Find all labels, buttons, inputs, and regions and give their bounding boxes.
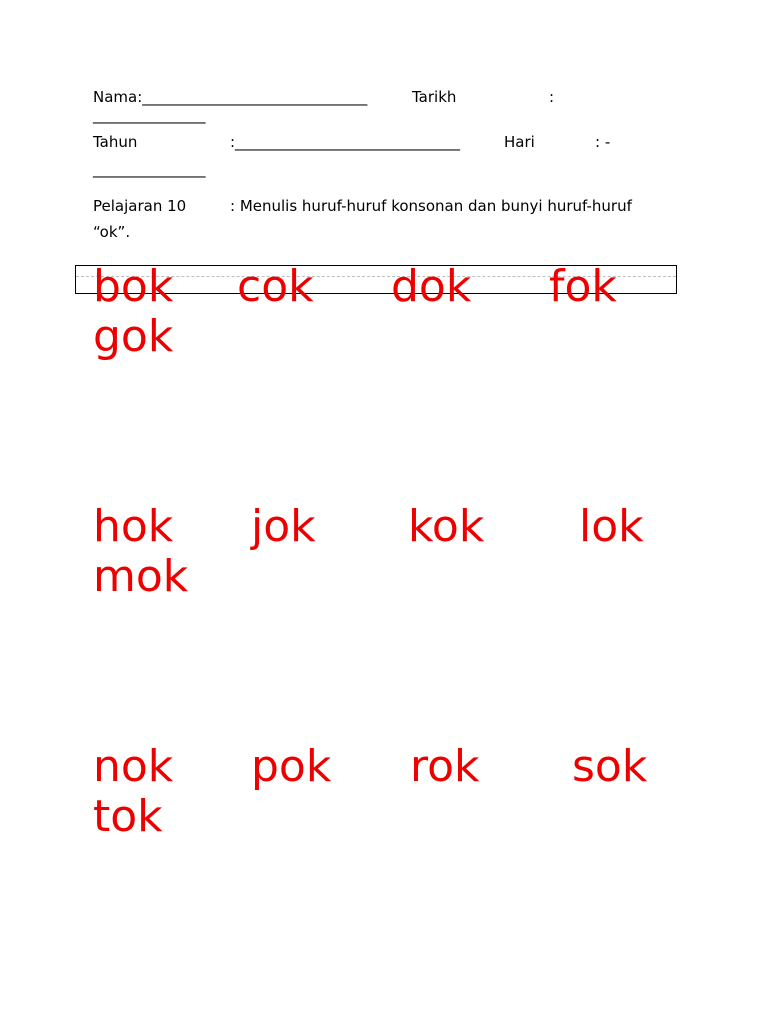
word-lok: lok: [579, 501, 644, 552]
tarikh-label: Tarikh: [412, 88, 457, 106]
word-mok: mok: [93, 551, 189, 602]
tarikh-line: _______________: [93, 106, 206, 124]
word-tok: tok: [93, 791, 163, 842]
tahun-field: :______________________________: [230, 133, 461, 151]
pelajaran-description-cont: “ok”.: [93, 223, 131, 241]
word-pok: pok: [251, 741, 332, 792]
tarikh-colon: :: [549, 88, 555, 106]
word-bok: bok: [93, 261, 174, 312]
pelajaran-description: : Menulis huruf-huruf konsonan dan bunyi huruf-huruf: [230, 197, 632, 215]
tahun-label: Tahun: [93, 133, 138, 151]
nama-field: Nama:______________________________: [93, 88, 368, 106]
word-hok: hok: [93, 501, 174, 552]
word-cok: cok: [237, 261, 314, 312]
pelajaran-label: Pelajaran 10: [93, 197, 187, 215]
word-nok: nok: [93, 741, 174, 792]
hari-label: Hari: [504, 133, 535, 151]
word-gok: gok: [93, 311, 174, 362]
hari-field: : -: [595, 133, 611, 151]
word-fok: fok: [549, 261, 617, 312]
word-jok: jok: [251, 501, 316, 552]
hari-line: _______________: [93, 160, 206, 178]
word-kok: kok: [408, 501, 485, 552]
word-dok: dok: [391, 261, 472, 312]
word-sok: sok: [572, 741, 648, 792]
word-rok: rok: [410, 741, 480, 792]
